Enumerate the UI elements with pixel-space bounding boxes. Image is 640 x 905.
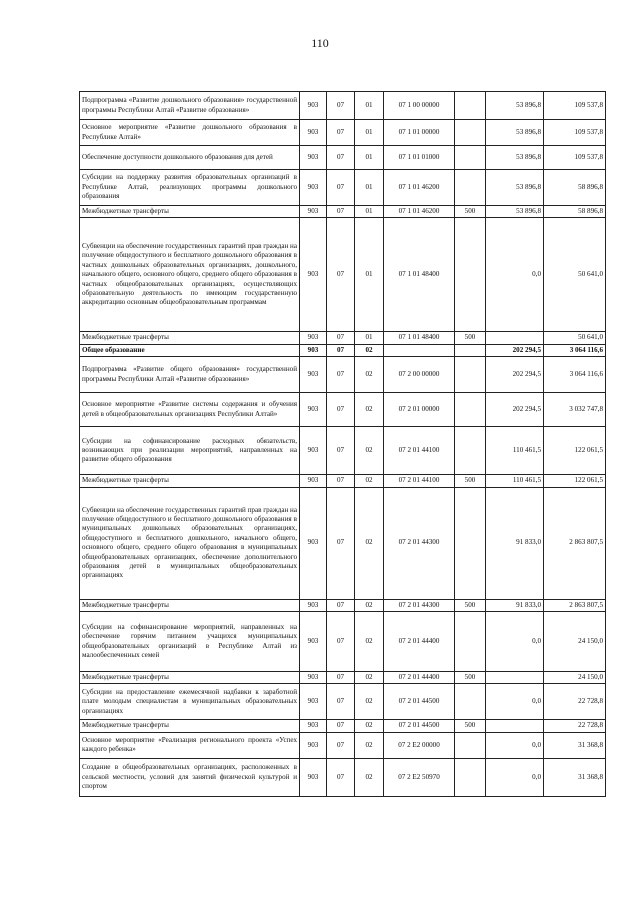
row-section-code: 07 — [327, 684, 355, 720]
row-description: Субвенции на обеспечение государственных гарантий прав граждан на получение общедоступного и бесплатного дошкольного образования в муниципальных дошкольных образовательных организациях, общедоступного и бесплатного дошкольного, начального общего, основного общего, среднего общего образования в муниципальных общеобразовательных организациях, обеспечение дополнительного образования детей в муниципальных общеобразовательных организациях — [80, 487, 300, 599]
row-expense-type-code — [455, 170, 486, 206]
row-expense-type-code — [455, 612, 486, 672]
row-ministry-code: 903 — [300, 206, 327, 218]
row-ministry-code: 903 — [300, 732, 327, 758]
row-target-item-code: 07 2 E2 00000 — [384, 732, 455, 758]
row-amount-1 — [486, 720, 544, 732]
row-target-item-code: 07 1 01 46200 — [384, 206, 455, 218]
table-row — [80, 344, 606, 356]
row-expense-type-code — [455, 92, 486, 120]
row-target-item-code: 07 2 01 44100 — [384, 475, 455, 487]
row-ministry-code: 903 — [300, 344, 327, 356]
row-target-item-code: 07 1 00 00000 — [384, 92, 455, 120]
row-ministry-code: 903 — [300, 599, 327, 611]
row-amount-1: 202 294,5 — [486, 393, 544, 427]
row-amount-2: 109 537,8 — [544, 92, 606, 120]
page-number: 110 — [311, 36, 329, 50]
table-row — [80, 475, 606, 487]
table-row — [80, 720, 606, 732]
row-section-code: 07 — [327, 146, 355, 170]
row-expense-type-code — [455, 758, 486, 796]
row-target-item-code: 07 2 01 44400 — [384, 672, 455, 684]
row-amount-2: 3 032 747,8 — [544, 393, 606, 427]
row-amount-1: 110 461,5 — [486, 427, 544, 475]
row-amount-1: 0,0 — [486, 732, 544, 758]
row-subsection-code: 02 — [355, 427, 384, 475]
row-subsection-code: 02 — [355, 758, 384, 796]
row-ministry-code: 903 — [300, 612, 327, 672]
row-expense-type-code — [455, 146, 486, 170]
row-amount-1: 53 896,8 — [486, 146, 544, 170]
row-target-item-code: 07 1 01 48400 — [384, 218, 455, 332]
row-ministry-code: 903 — [300, 332, 327, 344]
row-amount-1 — [486, 672, 544, 684]
row-amount-1: 0,0 — [486, 684, 544, 720]
row-subsection-code: 01 — [355, 120, 384, 146]
row-description: Межбюджетные трансферты — [80, 475, 300, 487]
row-description: Основное мероприятие «Реализация регионального проекта «Успех каждого ребенка» — [80, 732, 300, 758]
row-amount-2: 122 061,5 — [544, 475, 606, 487]
row-amount-2: 58 896,8 — [544, 170, 606, 206]
row-amount-1: 0,0 — [486, 218, 544, 332]
row-ministry-code: 903 — [300, 672, 327, 684]
row-subsection-code: 01 — [355, 146, 384, 170]
row-amount-2: 109 537,8 — [544, 120, 606, 146]
row-amount-2: 50 641,0 — [544, 218, 606, 332]
table-row — [80, 599, 606, 611]
row-target-item-code: 07 2 01 44100 — [384, 427, 455, 475]
row-amount-1: 202 294,5 — [486, 357, 544, 393]
table-row — [80, 612, 606, 672]
row-section-code: 07 — [327, 732, 355, 758]
row-subsection-code: 02 — [355, 357, 384, 393]
row-ministry-code: 903 — [300, 357, 327, 393]
row-target-item-code: 07 2 01 44500 — [384, 720, 455, 732]
row-ministry-code: 903 — [300, 170, 327, 206]
row-amount-1: 0,0 — [486, 612, 544, 672]
row-section-code: 07 — [327, 612, 355, 672]
row-subsection-code: 01 — [355, 218, 384, 332]
row-subsection-code: 01 — [355, 206, 384, 218]
table-row — [80, 393, 606, 427]
row-subsection-code: 01 — [355, 92, 384, 120]
row-description: Межбюджетные трансферты — [80, 599, 300, 611]
row-ministry-code: 903 — [300, 427, 327, 475]
row-target-item-code: 07 2 E2 50970 — [384, 758, 455, 796]
row-ministry-code: 903 — [300, 720, 327, 732]
row-description: Межбюджетные трансферты — [80, 332, 300, 344]
row-expense-type-code — [455, 120, 486, 146]
row-description: Создание в общеобразовательных организациях, расположенных в сельской местности, условий для занятий физической культурой и спортом — [80, 758, 300, 796]
row-ministry-code: 903 — [300, 218, 327, 332]
table-row — [80, 684, 606, 720]
row-section-code: 07 — [327, 218, 355, 332]
row-section-code: 07 — [327, 427, 355, 475]
row-description: Межбюджетные трансферты — [80, 206, 300, 218]
row-description: Подпрограмма «Развитие дошкольного образования» государственной программы Республики Алтай «Развитие образования» — [80, 92, 300, 120]
row-section-code: 07 — [327, 672, 355, 684]
row-amount-2: 31 368,8 — [544, 732, 606, 758]
row-expense-type-code — [455, 218, 486, 332]
row-amount-1: 53 896,8 — [486, 120, 544, 146]
row-amount-1: 91 833,0 — [486, 487, 544, 599]
row-expense-type-code — [455, 684, 486, 720]
row-expense-type-code: 500 — [455, 332, 486, 344]
row-description: Основное мероприятие «Развитие дошкольного образования в Республике Алтай» — [80, 120, 300, 146]
row-amount-2: 24 150,0 — [544, 612, 606, 672]
row-target-item-code: 07 1 01 01000 — [384, 146, 455, 170]
row-ministry-code: 903 — [300, 487, 327, 599]
row-subsection-code: 02 — [355, 672, 384, 684]
table-row — [80, 146, 606, 170]
table-row — [80, 357, 606, 393]
row-subsection-code: 02 — [355, 475, 384, 487]
row-section-code: 07 — [327, 344, 355, 356]
row-ministry-code: 903 — [300, 92, 327, 120]
row-expense-type-code — [455, 357, 486, 393]
row-target-item-code: 07 1 01 46200 — [384, 170, 455, 206]
row-section-code: 07 — [327, 475, 355, 487]
row-amount-1: 202 294,5 — [486, 344, 544, 356]
row-amount-2: 3 064 116,6 — [544, 344, 606, 356]
row-target-item-code — [384, 344, 455, 356]
row-section-code: 07 — [327, 120, 355, 146]
row-target-item-code: 07 1 01 48400 — [384, 332, 455, 344]
row-description: Подпрограмма «Развитие общего образования» государственной программы Республики Алтай «Развитие образования» — [80, 357, 300, 393]
row-description: Основное мероприятие «Развитие системы содержания и обучения детей в общеобразовательных организациях Республики Алтай» — [80, 393, 300, 427]
row-description: Субсидии на поддержку развития образовательных организаций в Республике Алтай, реализующих программы дошкольного образования — [80, 170, 300, 206]
row-expense-type-code: 500 — [455, 206, 486, 218]
row-section-code: 07 — [327, 170, 355, 206]
row-target-item-code: 07 2 01 44300 — [384, 599, 455, 611]
table-row — [80, 92, 606, 120]
row-description: Общее образование — [80, 344, 300, 356]
row-expense-type-code: 500 — [455, 475, 486, 487]
table-row — [80, 487, 606, 599]
row-amount-1: 91 833,0 — [486, 599, 544, 611]
row-target-item-code: 07 1 01 00000 — [384, 120, 455, 146]
row-description: Межбюджетные трансферты — [80, 672, 300, 684]
row-subsection-code: 02 — [355, 612, 384, 672]
row-section-code: 07 — [327, 206, 355, 218]
row-ministry-code: 903 — [300, 758, 327, 796]
row-target-item-code: 07 2 01 44300 — [384, 487, 455, 599]
row-amount-2: 3 064 116,6 — [544, 357, 606, 393]
row-expense-type-code — [455, 393, 486, 427]
row-subsection-code: 02 — [355, 684, 384, 720]
row-subsection-code: 02 — [355, 599, 384, 611]
table-row — [80, 672, 606, 684]
row-amount-2: 50 641,0 — [544, 332, 606, 344]
row-amount-1 — [486, 332, 544, 344]
row-amount-1: 53 896,8 — [486, 170, 544, 206]
row-subsection-code: 01 — [355, 332, 384, 344]
row-amount-1: 110 461,5 — [486, 475, 544, 487]
row-ministry-code: 903 — [300, 393, 327, 427]
row-amount-2: 2 863 807,5 — [544, 599, 606, 611]
table-row — [80, 170, 606, 206]
row-ministry-code: 903 — [300, 475, 327, 487]
row-section-code: 07 — [327, 599, 355, 611]
row-expense-type-code — [455, 427, 486, 475]
row-ministry-code: 903 — [300, 146, 327, 170]
table-row — [80, 218, 606, 332]
row-target-item-code: 07 2 00 00000 — [384, 357, 455, 393]
table-row — [80, 206, 606, 218]
row-section-code: 07 — [327, 332, 355, 344]
row-amount-2: 122 061,5 — [544, 427, 606, 475]
row-subsection-code: 01 — [355, 170, 384, 206]
row-description: Субсидии на софинансирование расходных обязательств, возникающих при реализации мероприятий, направленных на развитие общего образования — [80, 427, 300, 475]
row-description: Обеспечение доступности дошкольного образования для детей — [80, 146, 300, 170]
row-amount-2: 58 896,8 — [544, 206, 606, 218]
row-amount-2: 22 728,8 — [544, 720, 606, 732]
row-ministry-code: 903 — [300, 684, 327, 720]
row-amount-1: 53 896,8 — [486, 92, 544, 120]
row-amount-2: 22 728,8 — [544, 684, 606, 720]
row-target-item-code: 07 2 01 44500 — [384, 684, 455, 720]
row-expense-type-code — [455, 732, 486, 758]
row-target-item-code: 07 2 01 00000 — [384, 393, 455, 427]
row-subsection-code: 02 — [355, 720, 384, 732]
row-expense-type-code: 500 — [455, 599, 486, 611]
row-description: Субвенции на обеспечение государственных гарантий прав граждан на получение общедоступного и бесплатного дошкольного образования в частных дошкольных образовательных организациях, дошкольного, начального общего, основного общего, среднего общего образования в частных общеобразовательных организациях, осуществляющих образовательную деятельность по имеющим государственную аккредитацию основным общеобразовательным программам — [80, 218, 300, 332]
table-row — [80, 758, 606, 796]
row-expense-type-code — [455, 344, 486, 356]
row-description: Субсидии на предоставление ежемесячной надбавки к заработной плате молодым специалистам в муниципальных образовательных организациях — [80, 684, 300, 720]
row-ministry-code: 903 — [300, 120, 327, 146]
row-section-code: 07 — [327, 92, 355, 120]
row-expense-type-code — [455, 487, 486, 599]
row-amount-2: 24 150,0 — [544, 672, 606, 684]
row-amount-2: 31 368,8 — [544, 758, 606, 796]
row-expense-type-code: 500 — [455, 720, 486, 732]
row-amount-2: 2 863 807,5 — [544, 487, 606, 599]
row-description: Субсидии на софинансирование мероприятий, направленных на обеспечение горячим питанием учащихся муниципальных общеобразовательных организаций в Республике Алтай из малообеспеченных семей — [80, 612, 300, 672]
row-target-item-code: 07 2 01 44400 — [384, 612, 455, 672]
row-section-code: 07 — [327, 357, 355, 393]
budget-table — [79, 91, 606, 797]
row-subsection-code: 02 — [355, 344, 384, 356]
row-description: Межбюджетные трансферты — [80, 720, 300, 732]
table-row — [80, 332, 606, 344]
table-row — [80, 120, 606, 146]
row-amount-1: 53 896,8 — [486, 206, 544, 218]
row-subsection-code: 02 — [355, 487, 384, 599]
row-section-code: 07 — [327, 720, 355, 732]
row-amount-1: 0,0 — [486, 758, 544, 796]
row-subsection-code: 02 — [355, 393, 384, 427]
table-row — [80, 427, 606, 475]
row-amount-2: 109 537,8 — [544, 146, 606, 170]
row-expense-type-code: 500 — [455, 672, 486, 684]
row-section-code: 07 — [327, 393, 355, 427]
table-row — [80, 732, 606, 758]
row-subsection-code: 02 — [355, 732, 384, 758]
budget-table-body — [80, 92, 606, 797]
row-section-code: 07 — [327, 758, 355, 796]
row-section-code: 07 — [327, 487, 355, 599]
